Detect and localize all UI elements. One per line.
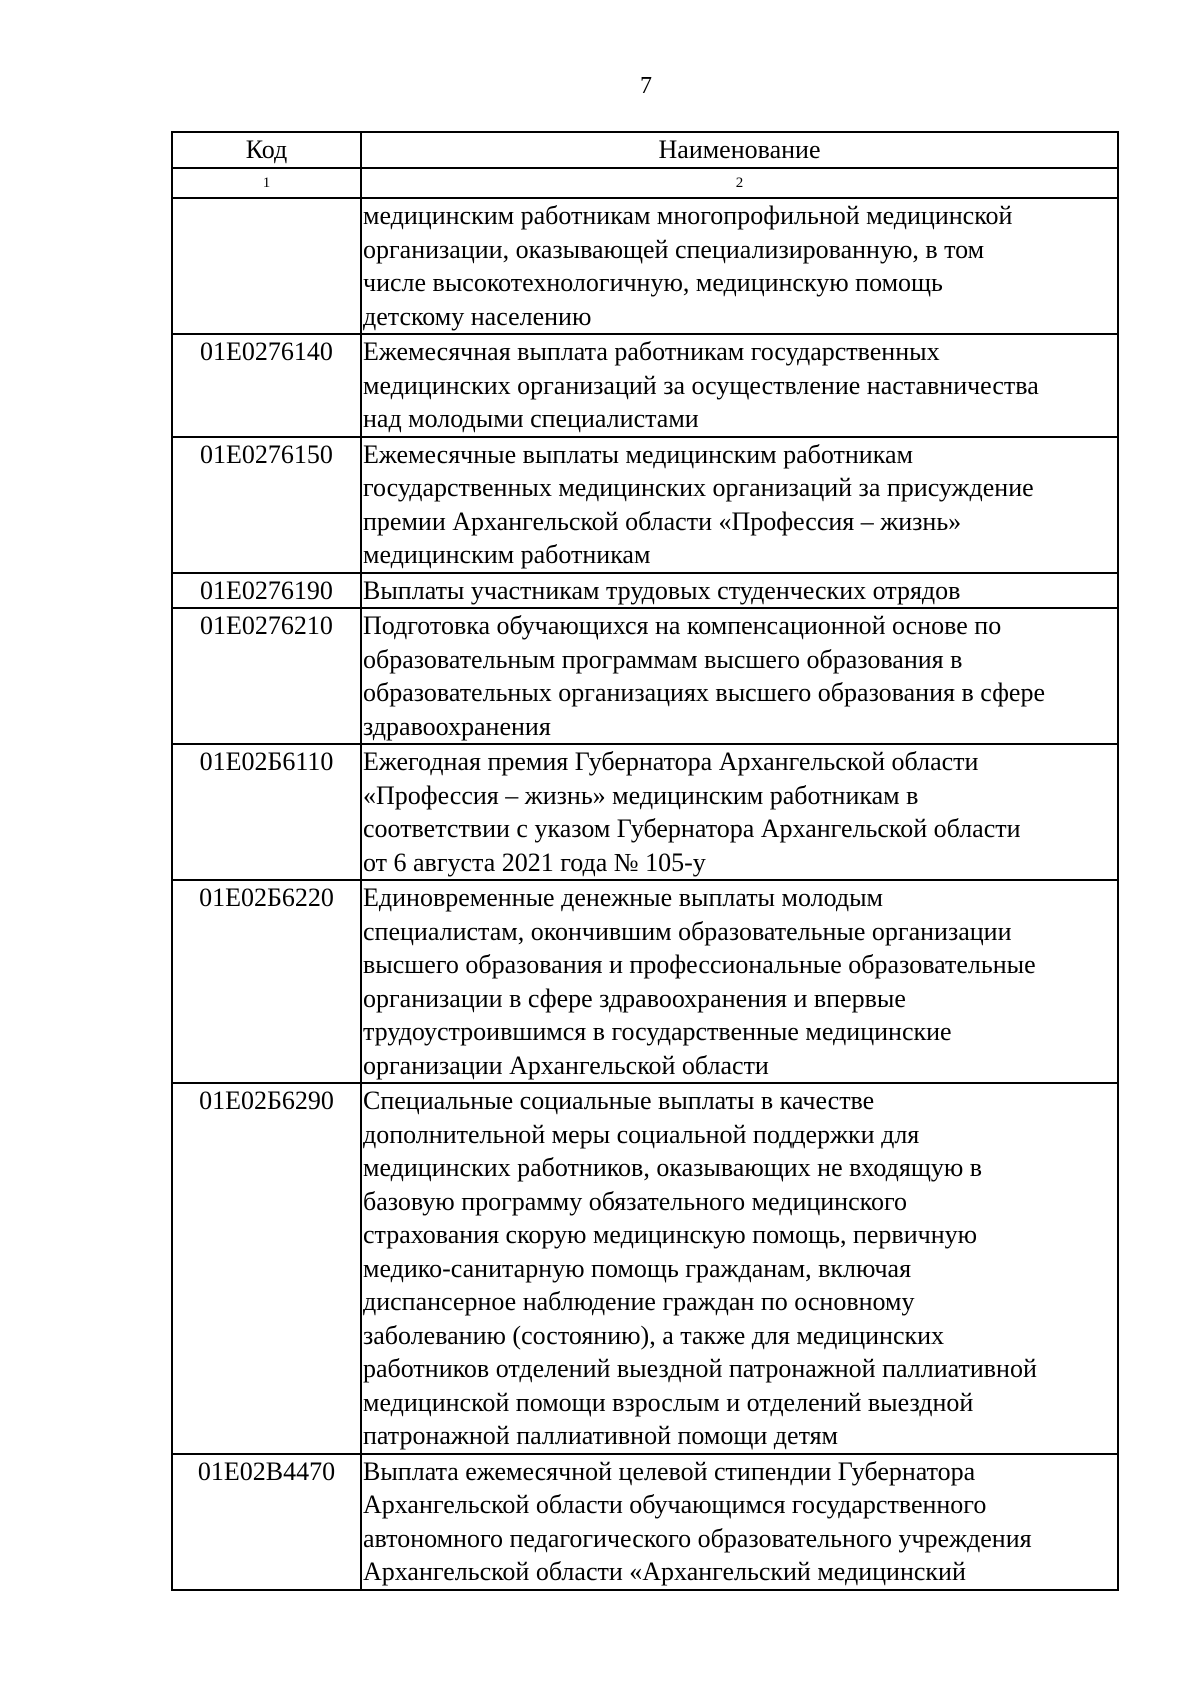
row-name bbox=[361, 198, 1118, 334]
row-name-line: Архангельской области обучающимся государственного bbox=[363, 1490, 987, 1519]
row-name-line: детскому населению bbox=[363, 301, 592, 331]
table-row bbox=[172, 573, 1118, 609]
row-name bbox=[361, 1454, 1118, 1590]
row-name-line: специалистам, окончившим образовательные организации bbox=[363, 916, 1012, 946]
row-name-line: медико-санитарную помощь гражданам, включая bbox=[363, 1253, 912, 1283]
row-name bbox=[361, 573, 1118, 609]
row-code: 01Е02В4470 bbox=[172, 1454, 361, 1590]
row-code bbox=[172, 198, 361, 334]
table-header bbox=[172, 132, 1118, 198]
row-code: 01Е02Б6220 bbox=[172, 880, 361, 1083]
page-number: 7 bbox=[640, 73, 652, 99]
row-name-line: организации в сфере здравоохранения и впервые bbox=[363, 983, 906, 1013]
row-name-line: трудоустроившимся в государственные медицинские bbox=[363, 1017, 952, 1046]
table-row bbox=[172, 1454, 1118, 1590]
row-name-line: организации, оказывающей специализированную, в том bbox=[363, 234, 985, 264]
row-name bbox=[361, 880, 1118, 1083]
budget-codes-table bbox=[171, 131, 1119, 1591]
row-name-line: страхования скорую медицинскую помощь, первичную bbox=[363, 1220, 978, 1249]
row-name-line: Подготовка обучающихся на компенсационной основе по bbox=[363, 611, 1002, 640]
row-name-line: «Профессия – жизнь» медицинским работникам в bbox=[363, 780, 919, 810]
table-row bbox=[172, 880, 1118, 1083]
row-code: 01Е02Б6290 bbox=[172, 1083, 361, 1454]
row-name-line: Архангельской области «Архангельский медицинский bbox=[363, 1557, 966, 1586]
header-row bbox=[172, 132, 1118, 168]
row-name-line: премии Архангельской области «Профессия – жизнь» bbox=[363, 506, 962, 536]
table-row bbox=[172, 608, 1118, 744]
row-name-line: медицинским работникам bbox=[363, 540, 651, 569]
table-row bbox=[172, 334, 1118, 437]
row-name-line: образовательным программам высшего образования в bbox=[363, 644, 963, 674]
row-name-line: от 6 августа 2021 года № 105-у bbox=[363, 847, 706, 877]
column-number-1: 1 bbox=[172, 168, 361, 198]
row-name bbox=[361, 437, 1118, 573]
row-name-line: Выплаты участникам трудовых студенческих отрядов bbox=[363, 575, 961, 605]
header-code: Код bbox=[172, 132, 361, 168]
row-name-line: здравоохранения bbox=[363, 711, 551, 741]
row-name-line: высшего образования и профессиональные образовательные bbox=[363, 950, 1036, 979]
row-name-line: Выплата ежемесячной целевой стипендии Губернатора bbox=[363, 1456, 976, 1486]
row-name-line: числе высокотехнологичную, медицинскую помощь bbox=[363, 268, 943, 297]
row-name-line: патронажной паллиативной помощи детям bbox=[363, 1421, 839, 1450]
table-row bbox=[172, 198, 1118, 334]
row-code: 01Е0276210 bbox=[172, 608, 361, 744]
row-code: 01Е0276190 bbox=[172, 573, 361, 609]
row-name bbox=[361, 608, 1118, 744]
row-name bbox=[361, 1083, 1118, 1454]
row-name-line: над молодыми специалистами bbox=[363, 404, 699, 433]
row-name-line: Специальные социальные выплаты в качестве bbox=[363, 1086, 875, 1115]
row-name-line: дополнительной меры социальной поддержки для bbox=[363, 1119, 920, 1149]
row-name-line: соответствии с указом Губернатора Архангельской области bbox=[363, 814, 1021, 843]
row-name-line: базовую программу обязательного медицинского bbox=[363, 1186, 907, 1216]
row-name bbox=[361, 744, 1118, 880]
row-name-line: Ежемесячная выплата работникам государственных bbox=[363, 337, 940, 366]
row-name-line: Ежемесячные выплаты медицинским работникам bbox=[363, 439, 913, 469]
table-body bbox=[172, 198, 1118, 1590]
row-name-line: медицинских работников, оказывающих не входящую в bbox=[363, 1153, 983, 1182]
header-name: Наименование bbox=[361, 132, 1118, 168]
table-row bbox=[172, 437, 1118, 573]
row-code: 01Е0276140 bbox=[172, 334, 361, 437]
row-name-line: заболеванию (состоянию), а также для медицинских bbox=[363, 1320, 945, 1350]
row-name-line: Единовременные денежные выплаты молодым bbox=[363, 883, 884, 912]
row-name-line: работников отделений выездной патронажной паллиативной bbox=[363, 1354, 1037, 1383]
row-name-line: диспансерное наблюдение граждан по основному bbox=[363, 1287, 915, 1316]
row-name-line: медицинских организаций за осуществление наставничества bbox=[363, 370, 1039, 400]
row-name-line: организации Архангельской области bbox=[363, 1050, 769, 1080]
column-number-row bbox=[172, 168, 1118, 198]
row-name-line: медицинской помощи взрослым и отделений выездной bbox=[363, 1387, 974, 1417]
table-row bbox=[172, 1083, 1118, 1454]
row-name-line: государственных медицинских организаций за присуждение bbox=[363, 473, 1034, 502]
row-code: 01Е02Б6110 bbox=[172, 744, 361, 880]
row-name bbox=[361, 334, 1118, 437]
column-number-2: 2 bbox=[361, 168, 1118, 198]
row-name-line: автономного педагогического образовательного учреждения bbox=[363, 1523, 1032, 1553]
row-code: 01Е0276150 bbox=[172, 437, 361, 573]
row-name-line: образовательных организациях высшего образования в сфере bbox=[363, 678, 1046, 707]
table-row bbox=[172, 744, 1118, 880]
row-name-line: Ежегодная премия Губернатора Архангельской области bbox=[363, 747, 979, 776]
row-name-line: медицинским работникам многопрофильной медицинской bbox=[363, 201, 1013, 230]
